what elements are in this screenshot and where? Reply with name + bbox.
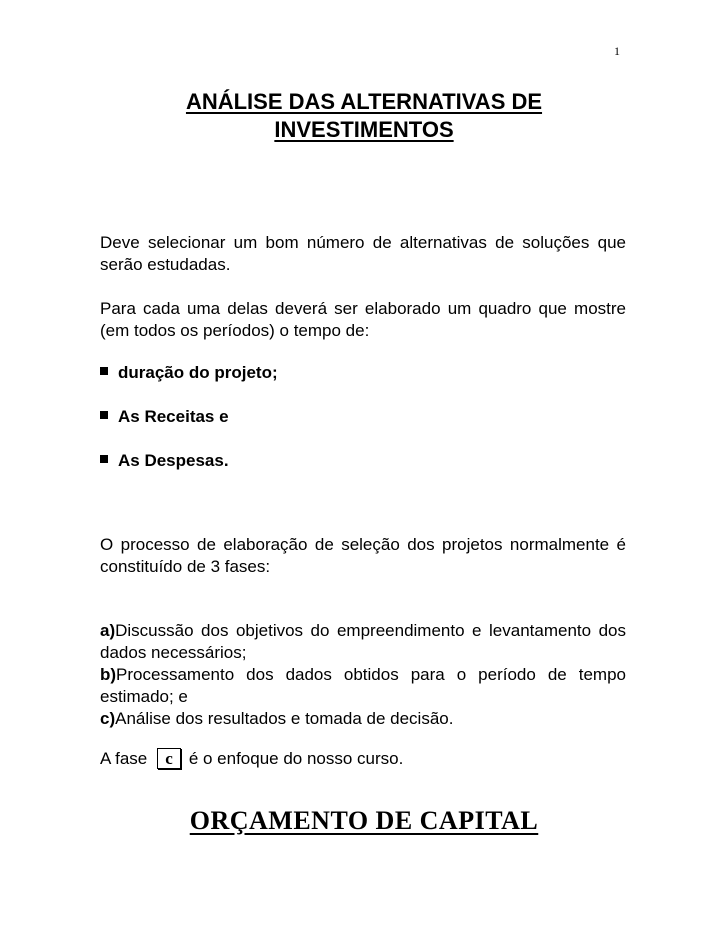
bullet-item-revenues: As Receitas e [100, 406, 229, 428]
page-title [100, 88, 628, 144]
phase-a: a)Discussão dos objetivos do empreendimento e levantamento dos dados necessários; [100, 621, 626, 662]
bullet-item-expenses: As Despesas. [100, 450, 229, 472]
focus-line: A fase c é o enfoque do nosso curso. [100, 749, 404, 768]
bullet-item-duration: duração do projeto; [100, 362, 278, 384]
section-heading: ORÇAMENTO DE CAPITAL [189, 806, 539, 835]
title-line-2: INVESTIMENTOS [274, 117, 454, 142]
page-number: 1 [614, 44, 620, 58]
phase-b: b)Processamento dos dados obtidos para o período de tempo estimado; e [100, 665, 626, 706]
square-bullet-icon [100, 411, 108, 419]
phases-list [100, 620, 626, 730]
process-paragraph: O processo de elaboração de seleção dos projetos normalmente é constituído de 3 fases: [100, 535, 626, 576]
table-paragraph: Para cada uma delas deverá ser elaborado um quadro que mostre (em todos os períodos) o tempo de: [100, 299, 626, 340]
title-line-1: ANÁLISE DAS ALTERNATIVAS DE [185, 89, 543, 114]
phase-letter-box: c [157, 748, 181, 769]
square-bullet-icon [100, 367, 108, 375]
square-bullet-icon [100, 455, 108, 463]
phase-c: c)Análise dos resultados e tomada de decisão. [100, 709, 454, 728]
intro-paragraph: Deve selecionar um bom número de alternativas de soluções que serão estudadas. [100, 233, 626, 274]
